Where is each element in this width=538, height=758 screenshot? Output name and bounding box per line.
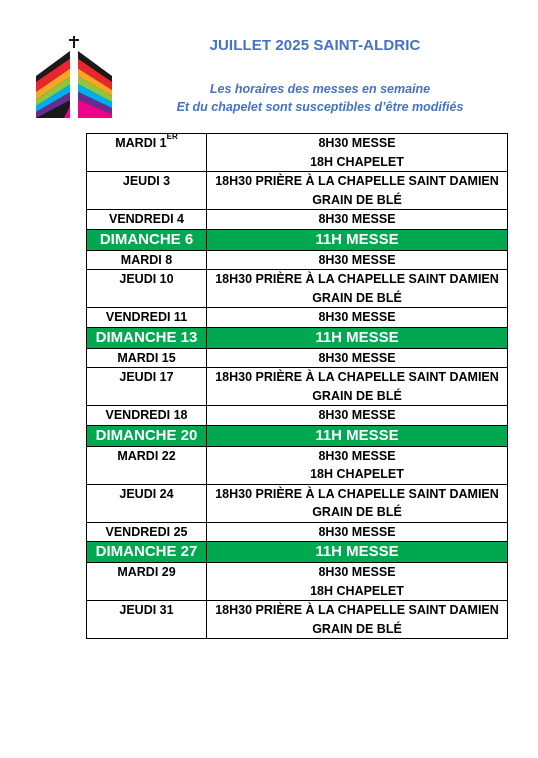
schedule-row — [87, 250, 508, 270]
schedule-event-line: 18H30 PRIÈRE À LA CHAPELLE SAINT DAMIEN — [215, 486, 499, 501]
page-subtitle — [150, 80, 490, 116]
schedule-row — [87, 348, 508, 368]
schedule-event-cell — [207, 134, 508, 172]
subtitle-line-1: Les horaires des messes en semaine — [209, 82, 431, 96]
schedule-event-line: 8H30 MESSE — [318, 524, 396, 539]
schedule-event-line: 8H30 MESSE — [318, 408, 396, 422]
schedule-event-line: 8H30 MESSE — [318, 136, 396, 150]
schedule-day: DIMANCHE 27 — [95, 543, 198, 560]
schedule-day-cell — [87, 250, 207, 270]
schedule-day: MARDI 29 — [117, 565, 176, 579]
schedule-row — [87, 172, 508, 210]
schedule-day-cell — [87, 172, 207, 210]
schedule-event-cell — [207, 250, 508, 270]
schedule-day: VENDREDI 25 — [105, 524, 188, 539]
schedule-day: MARDI 1 — [115, 136, 167, 150]
schedule-event-cell — [207, 601, 508, 639]
schedule-day-cell — [87, 270, 207, 308]
schedule-row — [87, 601, 508, 639]
schedule-day: JEUDI 3 — [122, 174, 171, 188]
schedule-event-cell — [207, 172, 508, 210]
schedule-event-cell — [207, 270, 508, 308]
schedule-event-cell — [207, 446, 508, 484]
schedule-event-cell — [207, 210, 508, 230]
schedule-day-cell — [87, 308, 207, 328]
schedule-event-line: GRAIN DE BLÉ — [312, 388, 402, 403]
schedule-day: DIMANCHE 13 — [95, 328, 198, 346]
schedule-row — [87, 210, 508, 230]
schedule-row-sunday — [87, 542, 508, 563]
schedule-event-cell — [207, 229, 508, 250]
schedule-row — [87, 563, 508, 601]
schedule-day: VENDREDI 4 — [108, 212, 185, 226]
schedule-day: DIMANCHE 20 — [95, 426, 198, 444]
schedule-row — [87, 368, 508, 406]
schedule-day-cell — [87, 522, 207, 542]
schedule-event-line: GRAIN DE BLÉ — [312, 290, 402, 305]
schedule-event-line: 11H MESSE — [315, 230, 399, 248]
schedule-event-cell — [207, 327, 508, 348]
schedule-day-cell — [87, 348, 207, 368]
schedule-row — [87, 522, 508, 542]
schedule-event-line: 18H CHAPELET — [310, 154, 404, 169]
schedule-row — [87, 270, 508, 308]
schedule-day-cell — [87, 229, 207, 250]
schedule-event-cell — [207, 563, 508, 601]
schedule-event-line: 11H MESSE — [315, 328, 399, 346]
schedule-event-cell — [207, 522, 508, 542]
schedule-event-line: 18H CHAPELET — [310, 583, 404, 598]
schedule-day-ordinal: ER — [166, 132, 178, 141]
parish-logo — [34, 34, 114, 120]
schedule-event-line: 18H30 PRIÈRE À LA CHAPELLE SAINT DAMIEN — [215, 174, 499, 188]
mass-schedule-table — [86, 133, 508, 639]
schedule-event-line: 18H30 PRIÈRE À LA CHAPELLE SAINT DAMIEN — [215, 272, 499, 286]
schedule-event-cell — [207, 348, 508, 368]
schedule-event-line: 8H30 MESSE — [318, 565, 396, 579]
schedule-day: JEUDI 10 — [119, 272, 174, 286]
schedule-event-line: GRAIN DE BLÉ — [312, 192, 402, 207]
schedule-day: JEUDI 24 — [119, 486, 174, 501]
schedule-event-cell — [207, 308, 508, 328]
page-title: JUILLET 2025 SAINT-ALDRIC — [209, 37, 421, 54]
schedule-row-sunday — [87, 425, 508, 446]
schedule-day-cell — [87, 563, 207, 601]
schedule-event-line: 8H30 MESSE — [318, 310, 396, 324]
schedule-event-cell — [207, 368, 508, 406]
schedule-day-cell — [87, 425, 207, 446]
schedule-event-line: GRAIN DE BLÉ — [312, 505, 402, 519]
schedule-event-line: 8H30 MESSE — [318, 350, 396, 365]
schedule-day-cell — [87, 601, 207, 639]
schedule-event-line: 18H30 PRIÈRE À LA CHAPELLE SAINT DAMIEN — [215, 603, 499, 617]
subtitle-line-2: Et du chapelet sont susceptibles d’être modifiés — [176, 100, 464, 114]
schedule-day-cell — [87, 368, 207, 406]
schedule-event-line: 8H30 MESSE — [318, 448, 396, 463]
schedule-row — [87, 134, 508, 172]
schedule-day: JEUDI 31 — [119, 603, 174, 617]
schedule-row-sunday — [87, 229, 508, 250]
church-logo-icon — [34, 34, 114, 120]
schedule-event-line: 11H MESSE — [315, 543, 399, 560]
schedule-event-line: GRAIN DE BLÉ — [312, 621, 402, 636]
schedule-day-cell — [87, 210, 207, 230]
schedule-day-cell — [87, 484, 207, 522]
schedule-day: JEUDI 17 — [119, 370, 174, 384]
schedule-event-cell — [207, 542, 508, 563]
schedule-event-cell — [207, 406, 508, 426]
schedule-event-cell — [207, 484, 508, 522]
schedule-row-sunday — [87, 327, 508, 348]
schedule-row — [87, 308, 508, 328]
schedule-event-line: 18H30 PRIÈRE À LA CHAPELLE SAINT DAMIEN — [215, 370, 499, 384]
schedule-day-cell — [87, 134, 207, 172]
schedule-event-line: 11H MESSE — [315, 426, 399, 444]
schedule-event-line: 8H30 MESSE — [318, 212, 396, 226]
schedule-day-cell — [87, 542, 207, 563]
schedule-row — [87, 446, 508, 484]
schedule-row — [87, 484, 508, 522]
schedule-row — [87, 406, 508, 426]
schedule-day: VENDREDI 18 — [105, 408, 188, 422]
schedule-day: DIMANCHE 6 — [99, 230, 194, 248]
schedule-day: VENDREDI 11 — [105, 310, 188, 324]
schedule-day-cell — [87, 406, 207, 426]
schedule-event-line: 18H CHAPELET — [310, 467, 404, 481]
schedule-day-cell — [87, 446, 207, 484]
schedule-day-cell — [87, 327, 207, 348]
schedule-event-line: 8H30 MESSE — [318, 252, 396, 267]
schedule-day: MARDI 15 — [117, 350, 176, 365]
schedule-day: MARDI 22 — [117, 448, 176, 463]
schedule-day: MARDI 8 — [120, 252, 173, 267]
schedule-event-cell — [207, 425, 508, 446]
